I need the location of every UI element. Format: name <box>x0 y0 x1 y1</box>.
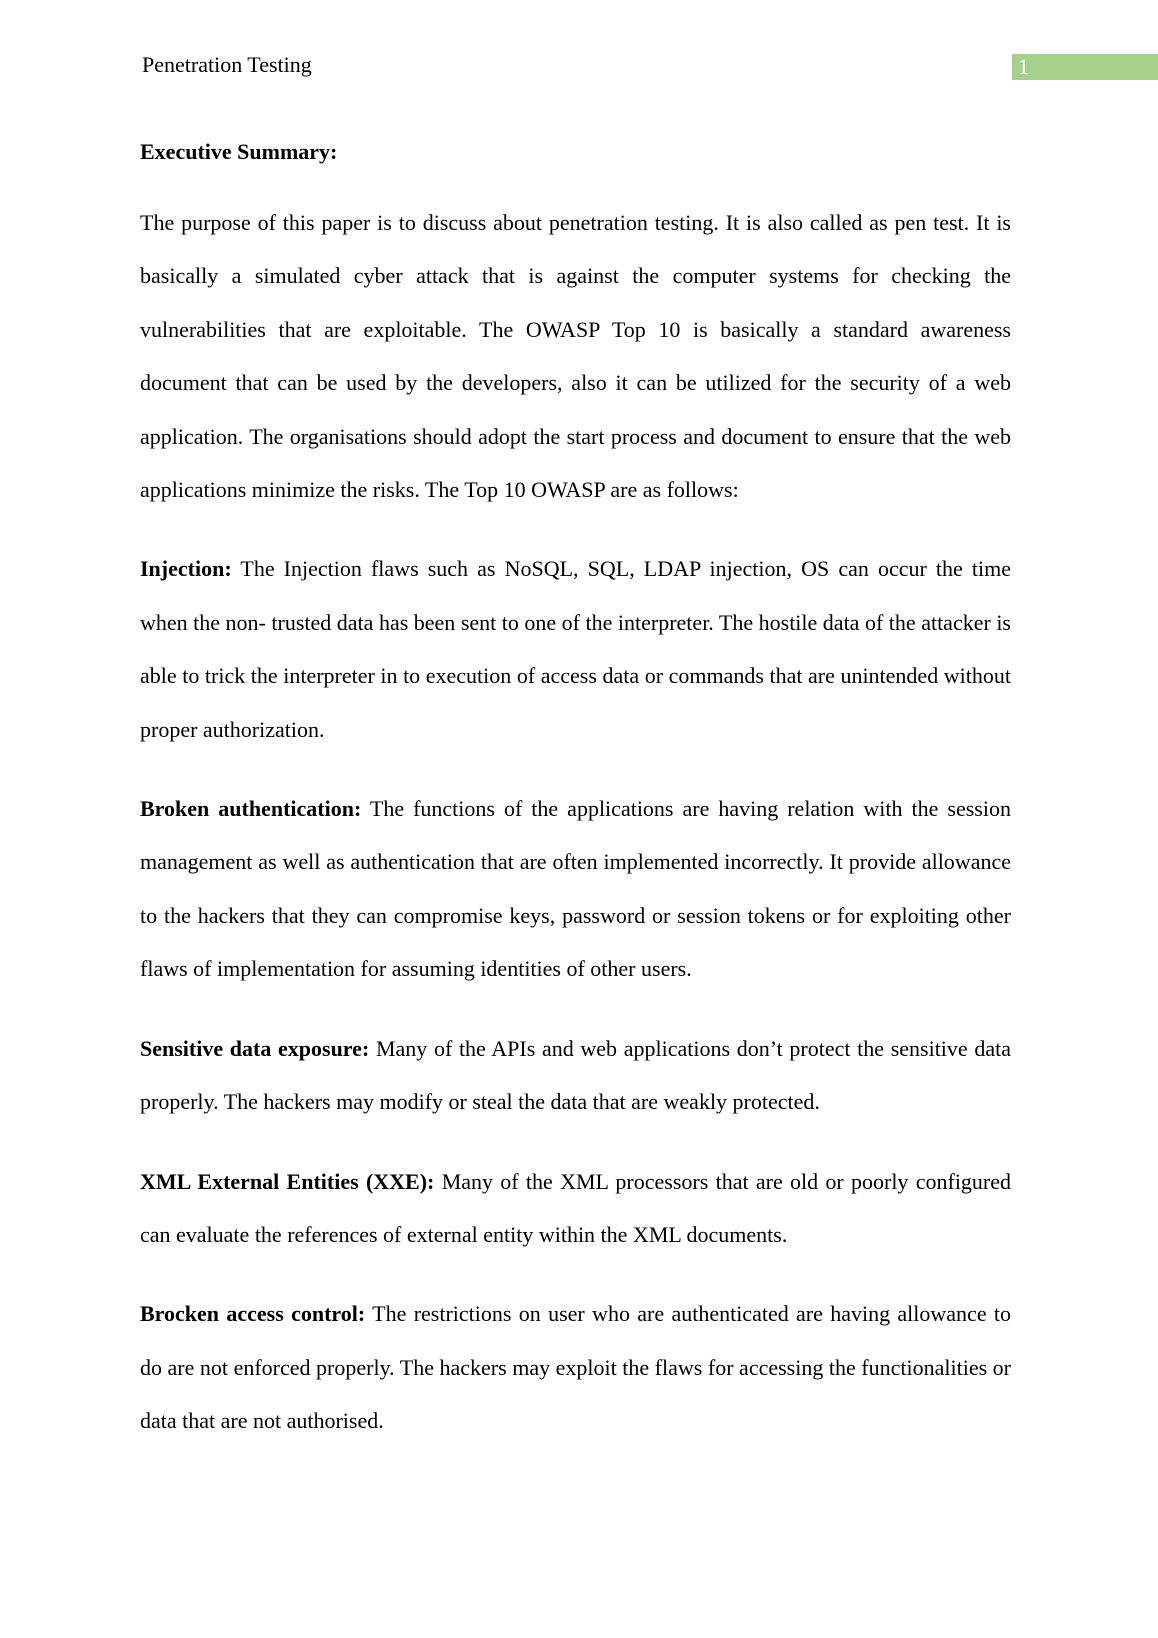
intro-paragraph: The purpose of this paper is to discuss about penetration testing. It is also called as pen test. It is basically a simulated cyber attack that is against the computer systems for checking the vulnerabilities that are exploitable. The OWASP Top 10 is basically a standard awareness document that can be used by the developers, also it can be utilized for the security of a web application. The organisations should adopt the start process and document to ensure that the web applications minimize the risks. The Top 10 OWASP are as follows: <box>140 210 1011 503</box>
item-xxe <box>140 1155 1011 1262</box>
item-term: Brocken access control: <box>140 1301 366 1327</box>
item-broken-access-control <box>140 1287 1011 1447</box>
item-injection <box>140 542 1011 756</box>
header-title: Penetration Testing <box>142 52 312 77</box>
item-broken-authentication <box>140 782 1011 996</box>
item-sensitive-data-exposure <box>140 1022 1011 1129</box>
page-number: 1 <box>1018 54 1029 79</box>
item-term: Injection: <box>140 556 232 582</box>
item-text: Many of the APIs and web applications don’t protect the sensitive data properly. The hackers may modify or steal the data that are weakly protected. <box>140 1035 1011 1115</box>
item-term: Broken authentication: <box>140 796 362 822</box>
page-number-bar <box>1012 54 1158 80</box>
item-term: XML External Entities (XXE): <box>140 1168 435 1194</box>
section-heading: Executive Summary: <box>140 139 338 164</box>
item-text: The restrictions on user who are authenticated are having allowance to do are not enforced properly. The hackers may exploit the flaws for accessing the functionalities or data that are not authorised. <box>140 1301 1012 1434</box>
item-text: The functions of the applications are having relation with the session management as well as authentication that are often implemented incorrectly. It provide allowance to the hackers that they can compromise keys, password or session tokens or for exploiting other flaws of implementation for assuming identities of other users. <box>140 796 1011 982</box>
document-body <box>140 132 1011 1448</box>
item-term: Sensitive data exposure: <box>140 1035 370 1061</box>
item-text: The Injection flaws such as NoSQL, SQL, LDAP injection, OS can occur the time when the non- trusted data has been sent to one of the interpreter. The hostile data of the attacker is able to trick the interpreter in to execution of access data or commands that are unintended without proper authorization. <box>140 556 1012 742</box>
item-text: Many of the XML processors that are old or poorly configured can evaluate the references of external entity within the XML documents. <box>140 1168 1012 1247</box>
